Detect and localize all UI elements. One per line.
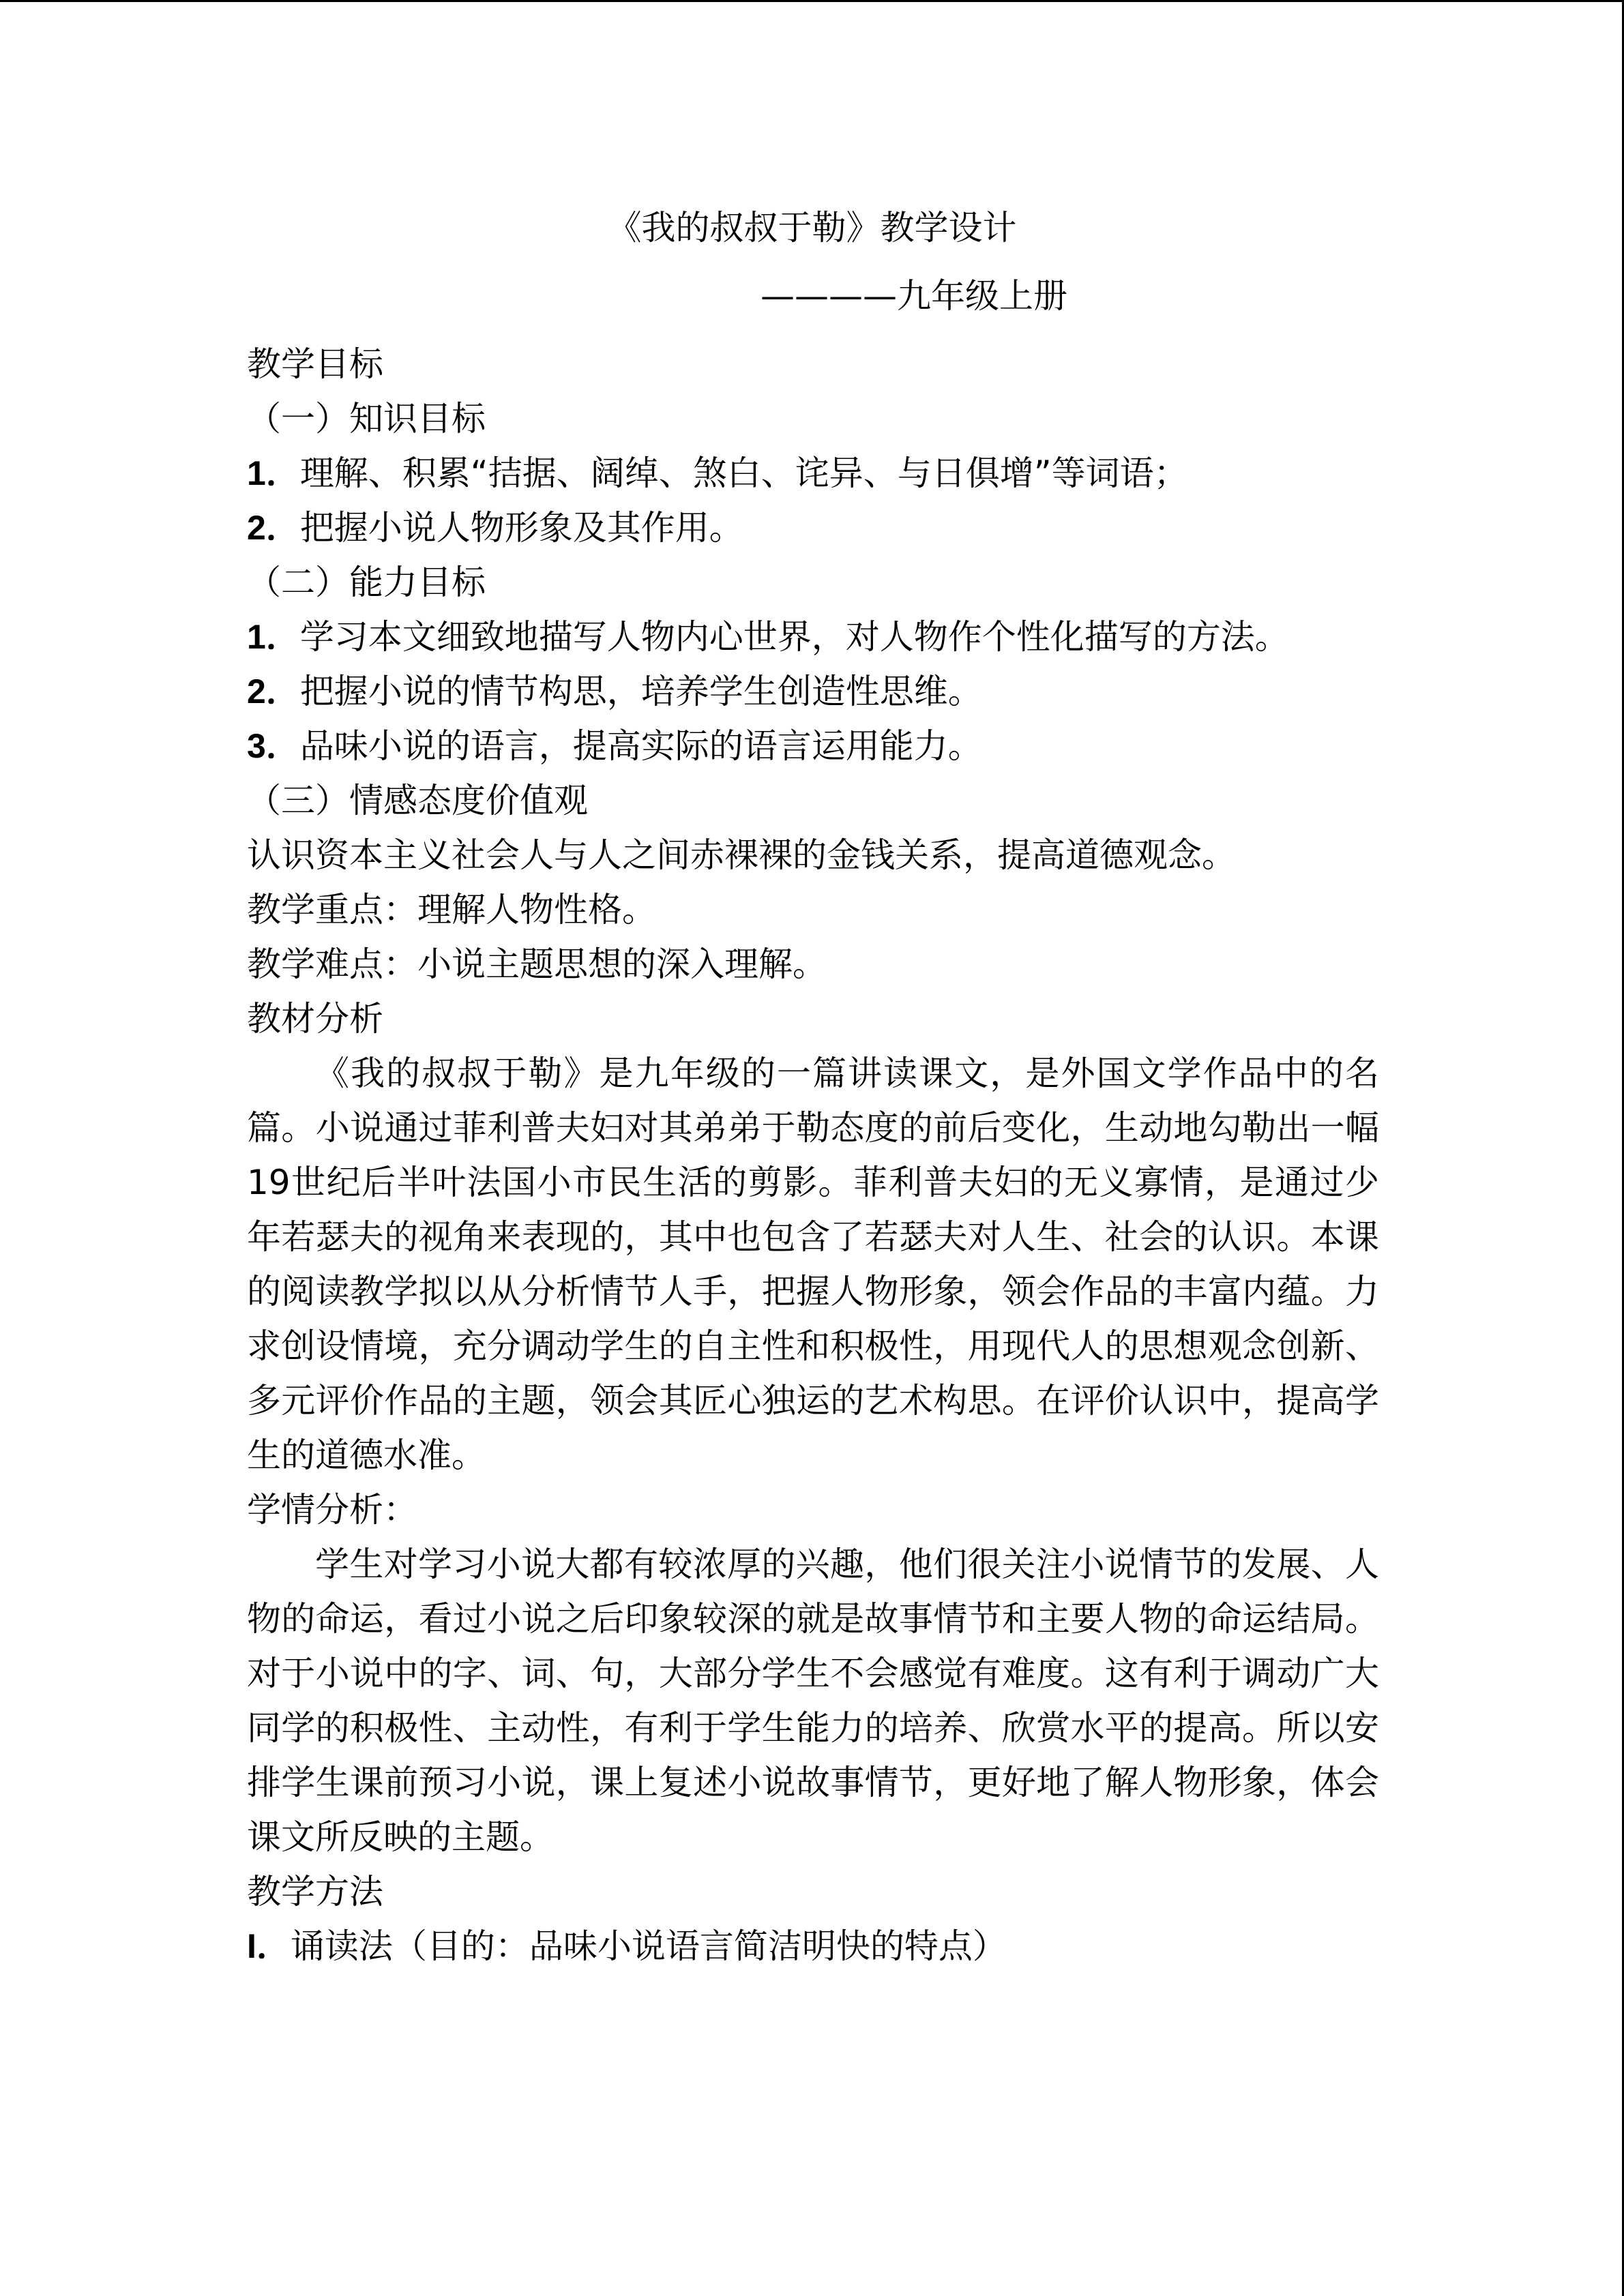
objectives-heading: 教学目标: [247, 344, 383, 384]
ability-item: [247, 719, 1379, 773]
emotion-heading: （三）情感态度价值观: [247, 781, 588, 820]
material-analysis-paragraph: 《我的叔叔于勒》是九年级的一篇讲读课文，是外国文学作品中的名篇。小说通过菲利普夫妇对其弟弟于勒态度的前后变化，生动地勾勒出一幅19世纪后半叶法国小市民生活的剪影。菲利普夫妇的无义寡情，是通过少年若瑟夫的视角来表现的，其中也包含了若瑟夫对人生、社会的认识。本课的阅读教学拟以从分析情节人手，把握人物形象，领会作品的丰富内蕴。力求创设情境，充分调动学生的自主性和积极性，用现代人的思想观念创新、多元评价作品的主题，领会其匠心独运的艺术构思。在评价认识中，提高学生的道德水准。: [247, 1054, 1379, 1475]
emotion-text: 认识资本主义社会人与人之间赤裸裸的金钱关系，提高道德观念。: [247, 835, 1236, 875]
document-subtitle: ————九年级上册: [761, 276, 1067, 316]
item-text: 品味小说的语言，提高实际的语言运用能力。: [299, 726, 982, 766]
document-title: 《我的叔叔于勒》教学设计: [607, 208, 1017, 248]
item-number: I．: [247, 1927, 291, 1965]
item-number: 1．: [247, 618, 300, 656]
difficulty: 教学难点：小说主题思想的深入理解。: [247, 944, 827, 984]
ability-item: [247, 664, 1379, 719]
item-text: 学习本文细致地描写人物内心世界，对人物作个性化描写的方法。: [299, 617, 1289, 657]
key-point: 教学重点：理解人物性格。: [247, 890, 656, 929]
student-analysis-heading: 学情分析：: [247, 1490, 417, 1530]
method-item: [247, 1919, 1379, 1973]
knowledge-item: [247, 446, 1379, 501]
methods-heading: 教学方法: [247, 1872, 383, 1911]
ability-item: [247, 610, 1379, 664]
item-number: 2．: [247, 672, 300, 711]
item-text: 诵读法（目的：品味小说语言简洁明快的特点）: [290, 1926, 1007, 1966]
item-text: 把握小说的情节构思，培养学生创造性思维。: [299, 672, 982, 711]
knowledge-item: [247, 501, 1379, 555]
page-border-top: [0, 0, 1624, 2]
document-body: [247, 337, 1379, 1973]
item-number: 3．: [247, 727, 300, 765]
item-text: 把握小说人物形象及其作用。: [299, 508, 743, 548]
ability-heading: （二）能力目标: [247, 563, 486, 602]
material-analysis-heading: 教材分析: [247, 999, 383, 1039]
student-analysis-paragraph: 学生对学习小说大都有较浓厚的兴趣，他们很关注小说情节的发展、人物的命运，看过小说之后印象较深的就是故事情节和主要人物的命运结局。对于小说中的字、词、句，大部分学生不会感觉有难度。这有利于调动广大同学的积极性、主动性，有利于学生能力的培养、欣赏水平的提高。所以安排学生课前预习小说，课上复述小说故事情节，更好地了解人物形象，体会课文所反映的主题。: [247, 1545, 1379, 1857]
item-number: 1．: [247, 454, 300, 492]
item-number: 2．: [247, 509, 300, 547]
item-text: 理解、积累“拮据、阔绰、煞白、诧异、与日俱增”等词语；: [299, 453, 1188, 493]
knowledge-heading: （一）知识目标: [247, 399, 486, 438]
